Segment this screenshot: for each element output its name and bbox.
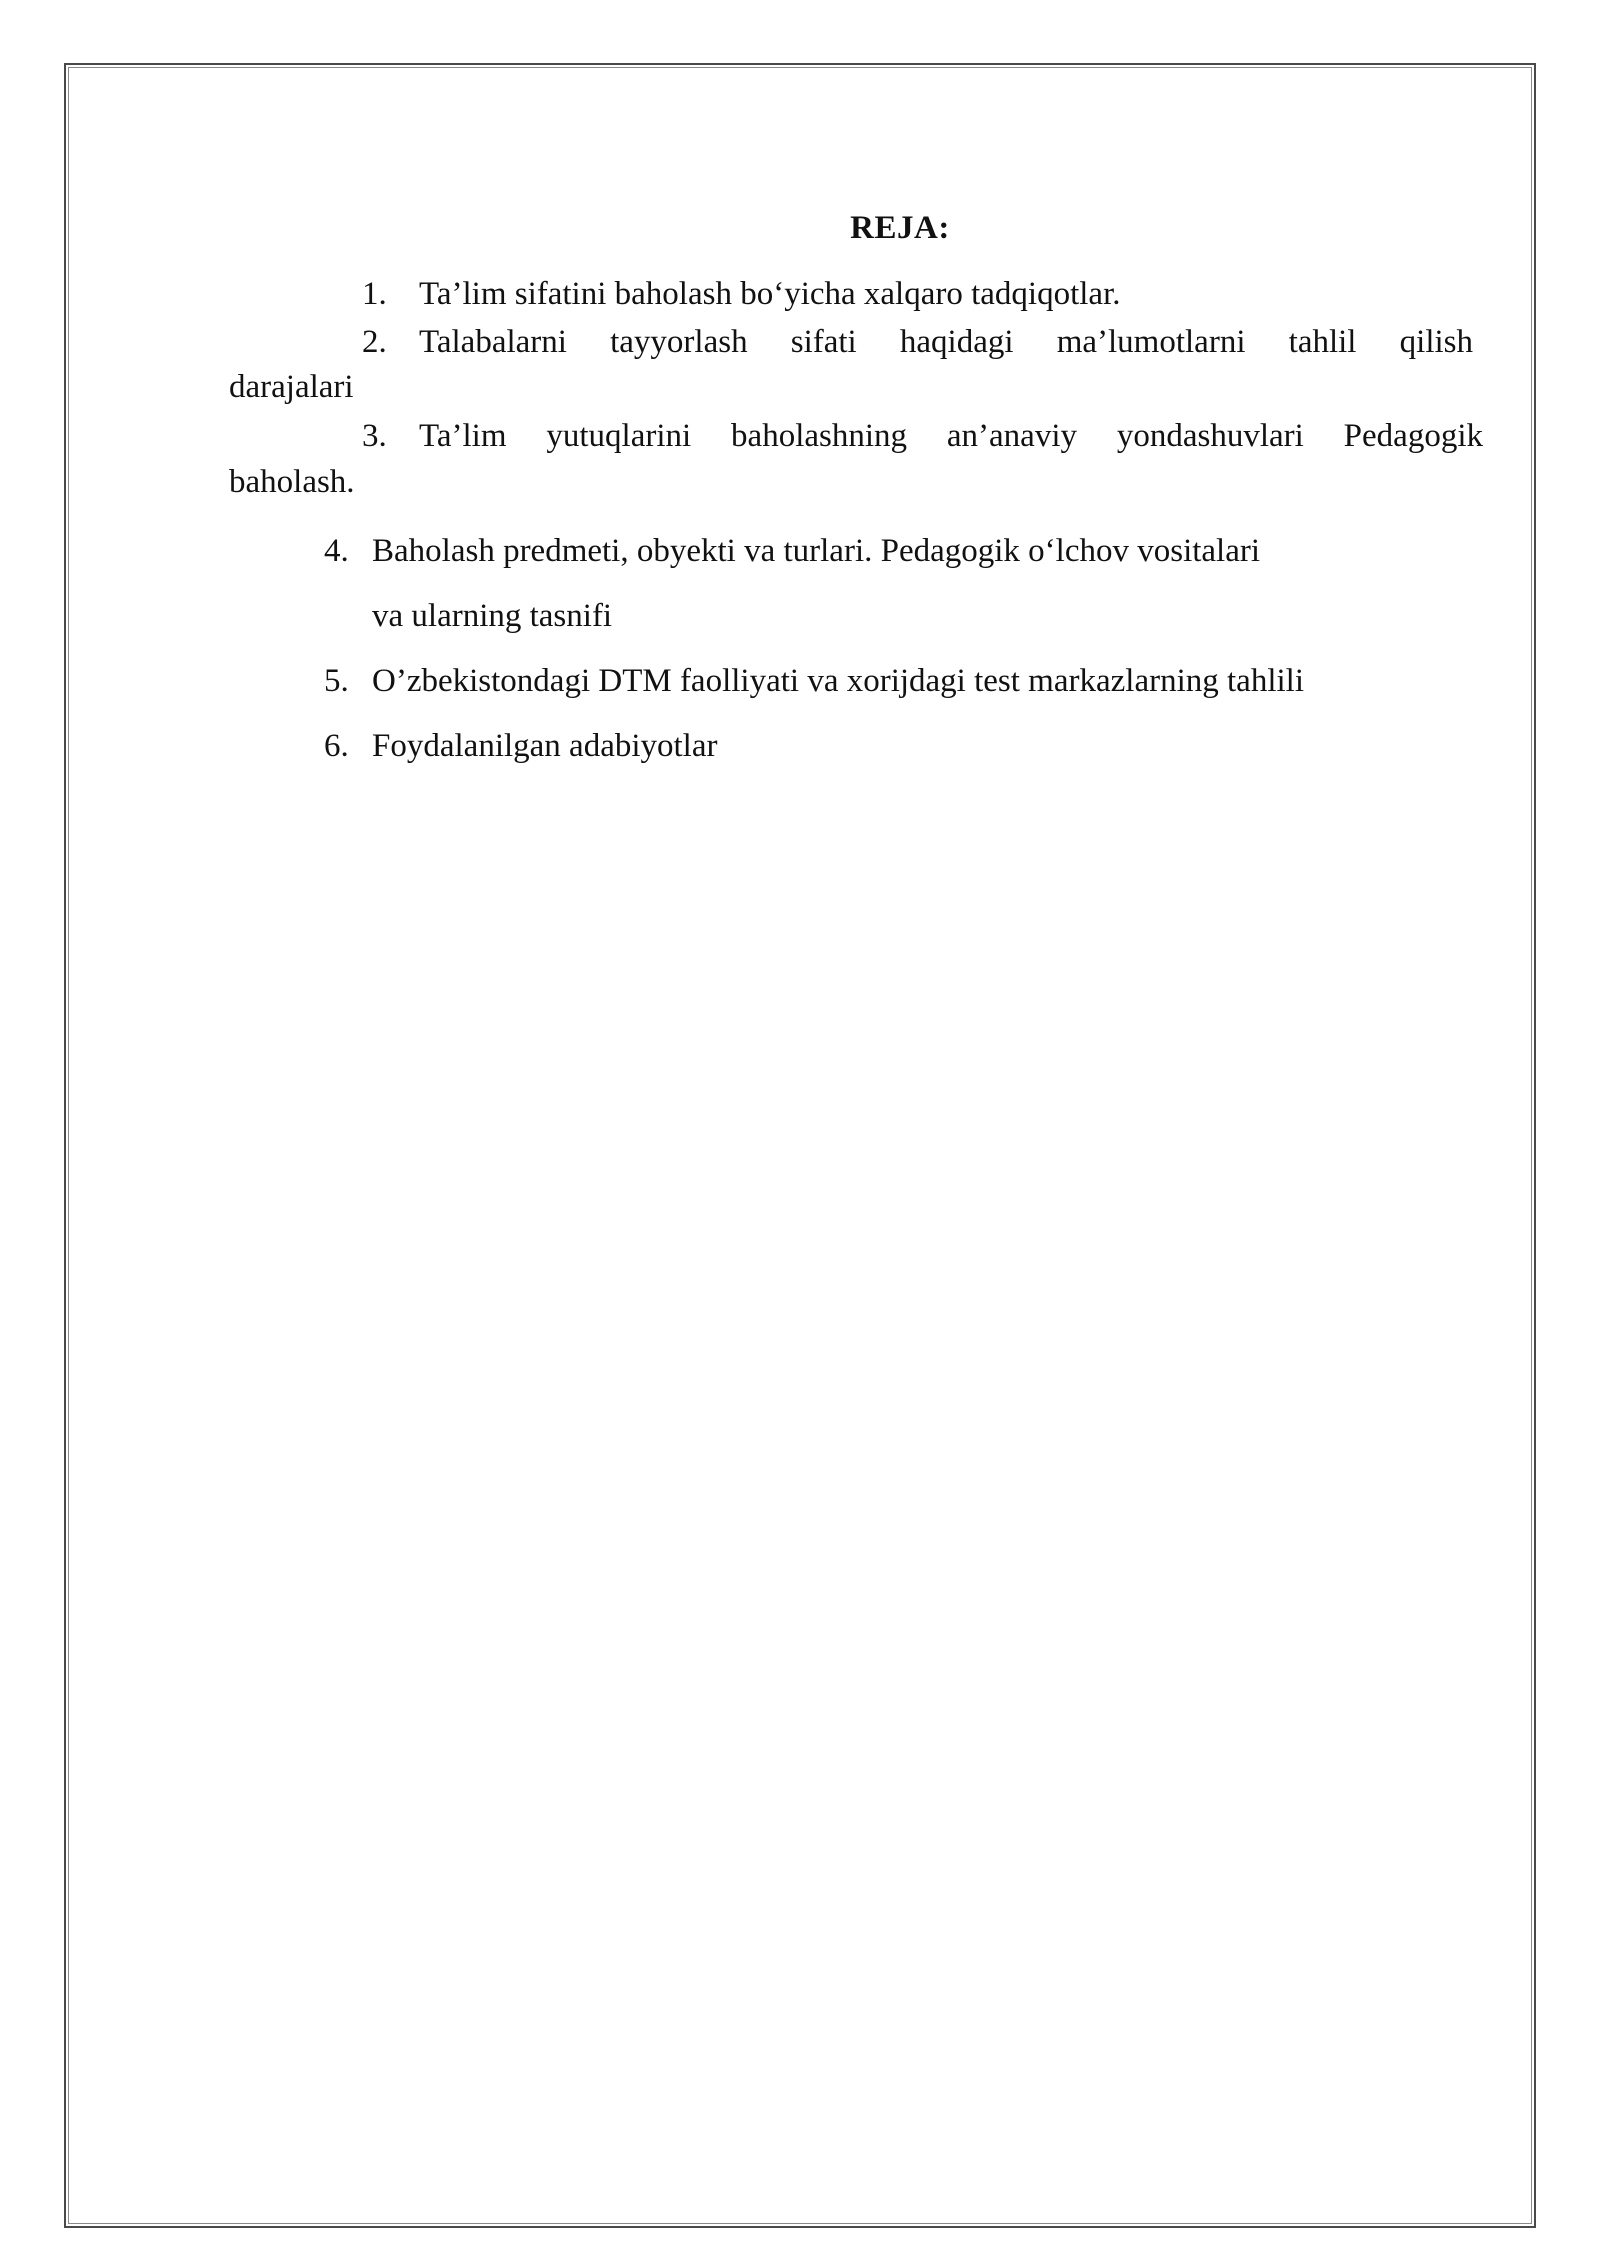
list-item-number: 5. [324, 663, 349, 699]
list-item-text: Foydalanilgan adabiyotlar [372, 728, 718, 764]
list-item-number: 3. [362, 418, 387, 454]
list-item-text: Baholash predmeti, obyekti va turlari. Pedagogik o‘lchov vositalari [372, 533, 1261, 569]
list-item-number: 4. [324, 533, 349, 569]
list-item-continuation: darajalari [229, 369, 354, 405]
list-item-continuation: va ularning tasnifi [372, 598, 613, 634]
list-item-number: 2. [362, 324, 387, 360]
list-item-text: Talabalarni tayyorlash sifati haqidagi ma’lumotlarni tahlil qilish [419, 324, 1473, 360]
list-item-text: Ta’lim yutuqlarini baholashning an’anaviy yondashuvlari Pedagogik [419, 418, 1483, 454]
list-item-text: O’zbekistondagi DTM faolliyati va xorijdagi test markazlarning tahlili [372, 663, 1304, 699]
list-item-text: Ta’lim sifatini baholash bo‘yicha xalqaro tadqiqotlar. [419, 276, 1121, 312]
list-item-number: 6. [324, 728, 349, 764]
list-item-continuation: baholash. [229, 464, 355, 500]
page-title: REJA: [850, 210, 950, 246]
list-item-number: 1. [362, 276, 387, 312]
